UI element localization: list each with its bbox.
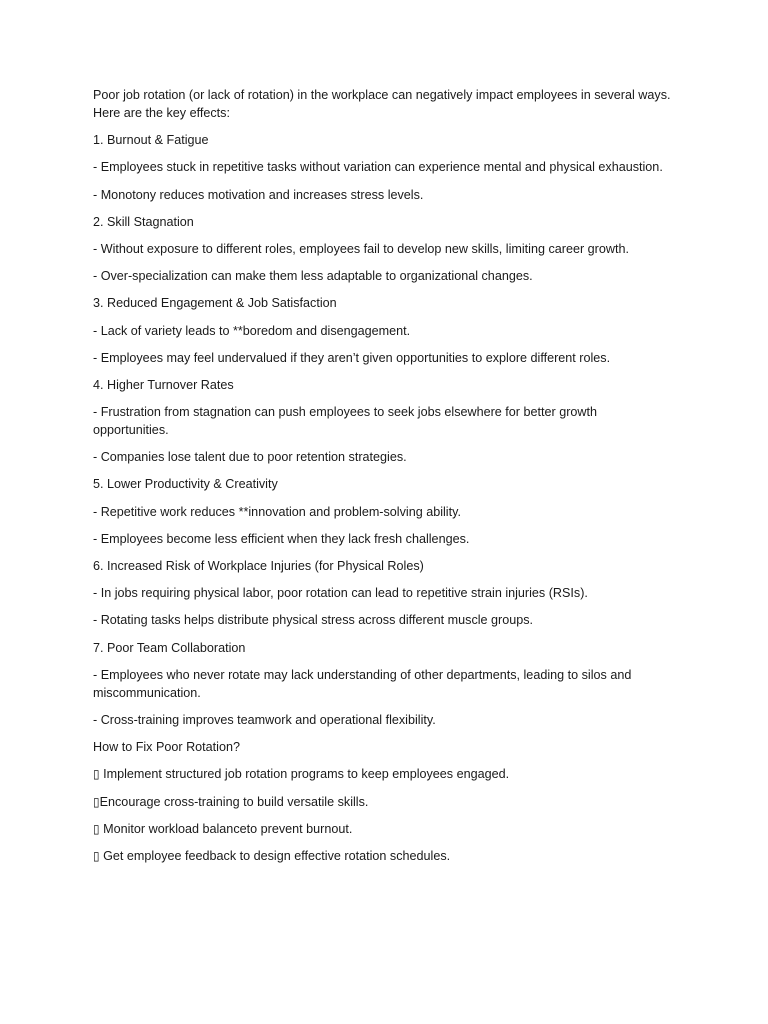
bullet-text: - Rotating tasks helps distribute physical stress across different muscle groups. [93,613,534,628]
bullet-text: - Frustration from stagnation can push employees to seek jobs elsewhere for better growth opportunities. [93,405,598,438]
bullet-text: - Employees who never rotate may lack understanding of other departments, leading to silos and miscommunication. [93,667,632,700]
section-heading-turnover: 4. Higher Turnover Rates [93,377,234,392]
bullet-text: - Repetitive work reduces **innovation and problem-solving ability. [93,504,461,519]
bullet-text: - Lack of variety leads to **boredom and disengagement. [93,323,411,338]
section-heading-collaboration: 7. Poor Team Collaboration [93,640,246,655]
bullet-text: - Monotony reduces motivation and increases stress levels. [93,187,424,202]
fix-item-text: Encourage cross-training to build versatile skills. [99,794,369,809]
fix-item-text: Monitor workload balanceto prevent burnout. [99,821,353,836]
fix-item [93,847,673,865]
document-body [93,86,673,874]
intro-paragraph: Poor job rotation (or lack of rotation) in the workplace can negatively impact employees in several ways. Here are the key effects: [93,88,671,120]
section-heading-productivity: 5. Lower Productivity & Creativity [93,477,278,492]
bullet-text: - In jobs requiring physical labor, poor rotation can lead to repetitive strain injuries (RSIs). [93,586,588,601]
section-heading-engagement: 3. Reduced Engagement & Job Satisfaction [93,296,337,311]
section-heading-injuries: 6. Increased Risk of Workplace Injuries (for Physical Roles) [93,559,424,573]
fix-item-text: Implement structured job rotation programs to keep employees engaged. [99,767,510,782]
section-heading-skill-stagnation: 2. Skill Stagnation [93,214,194,229]
bullet-text: - Without exposure to different roles, employees fail to develop new skills, limiting career growth. [93,241,629,256]
missing-glyph-icon: ▯ [93,821,100,836]
fix-item-text: Get employee feedback to design effective rotation schedules. [99,848,451,863]
bullet-text: - Over-specialization can make them less adaptable to organizational changes. [93,269,533,284]
bullet-text: - Employees may feel undervalued if they aren’t given opportunities to explore different roles. [93,350,611,365]
fix-item [93,765,673,783]
section-heading-how-to-fix: How to Fix Poor Rotation? [93,740,240,755]
missing-glyph-icon: ▯ [93,794,100,809]
bullet-text: - Cross-training improves teamwork and operational flexibility. [93,712,436,727]
fix-item [93,820,673,838]
fix-item [93,793,673,811]
bullet-text: - Employees stuck in repetitive tasks without variation can experience mental and physical exhaustion. [93,160,663,175]
bullet-text: - Companies lose talent due to poor retention strategies. [93,450,407,465]
section-heading-burnout: 1. Burnout & Fatigue [93,133,209,148]
bullet-text: - Employees become less efficient when they lack fresh challenges. [93,531,470,546]
missing-glyph-icon: ▯ [93,767,100,782]
missing-glyph-icon: ▯ [93,848,100,863]
